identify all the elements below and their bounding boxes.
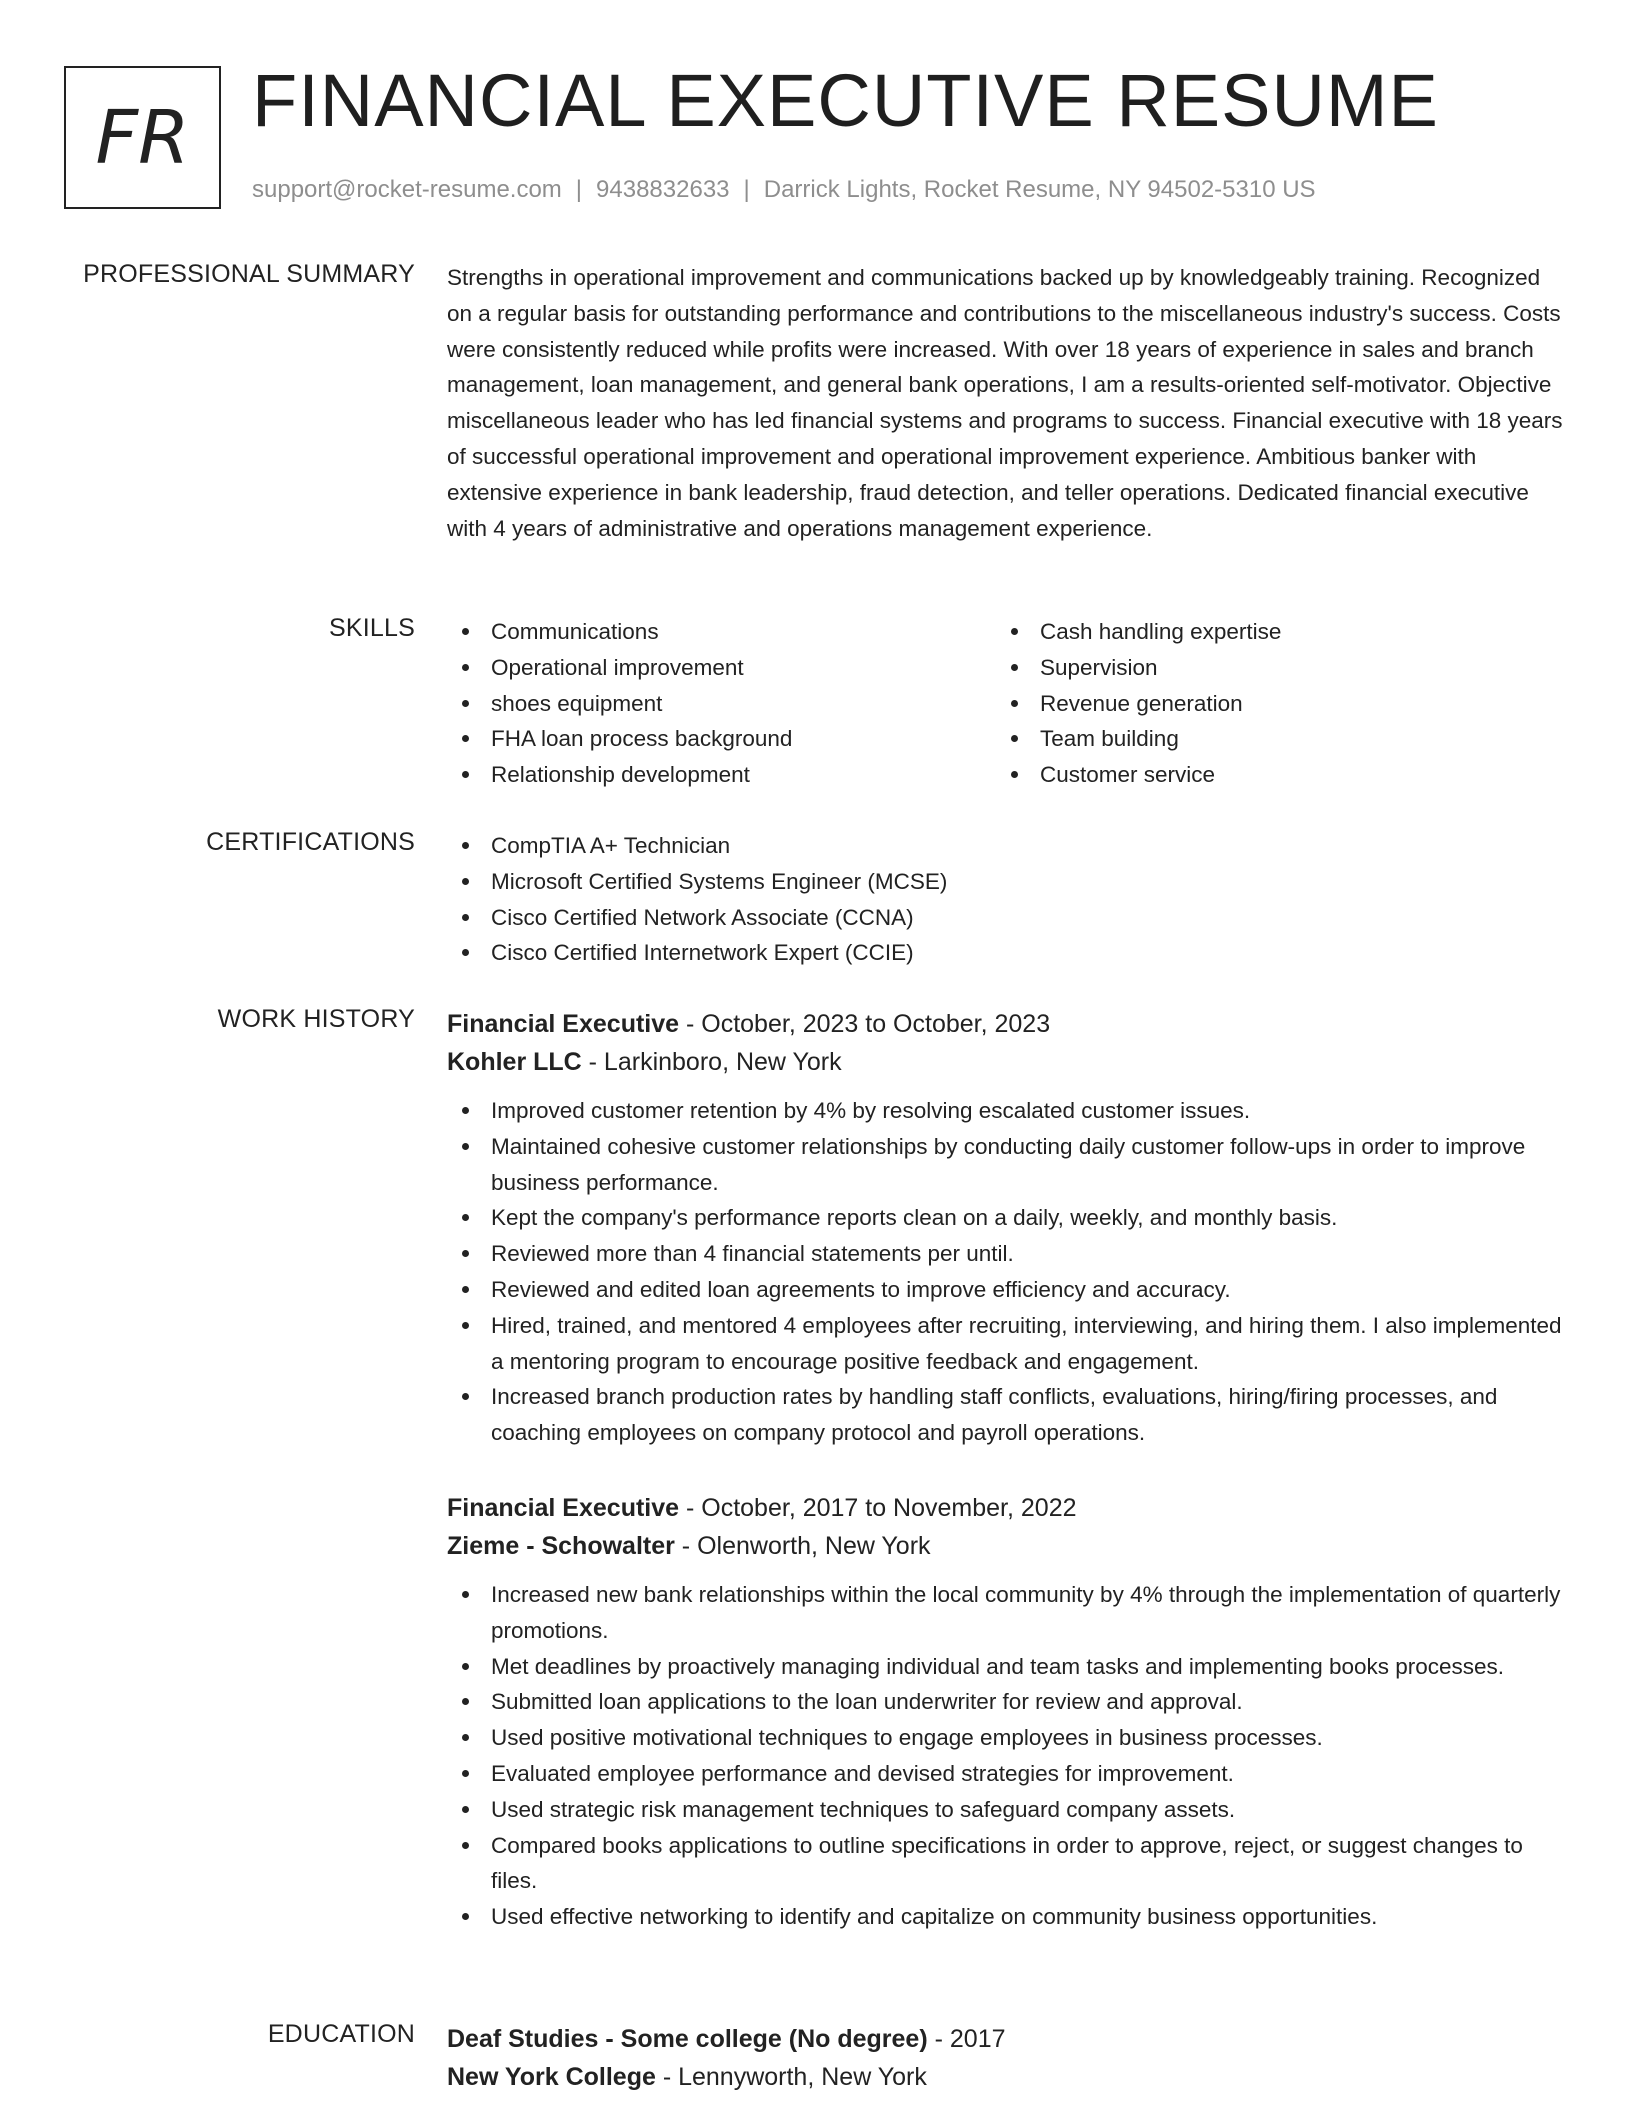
education-degree: Deaf Studies - Some college (No degree)	[447, 2025, 928, 2053]
job-bullet: Compared books applications to outline specifications in order to approve, reject, or suggest changes to files.	[447, 1828, 1569, 1900]
job-company: Kohler LLC	[447, 1048, 582, 1076]
job-bullet: Used strategic risk management techniques to safeguard company assets.	[447, 1792, 1569, 1828]
job-bullet: Evaluated employee performance and devised strategies for improvement.	[447, 1756, 1569, 1792]
job-bullet: Increased branch production rates by handling staff conflicts, evaluations, hiring/firing processes, and coaching employees on company protocol and payroll operations.	[447, 1379, 1569, 1451]
work-history-heading: WORK HISTORY	[217, 1005, 415, 1033]
job-bullet: Reviewed more than 4 financial statements per until.	[447, 1236, 1569, 1272]
skills-heading: SKILLS	[329, 614, 415, 642]
job-dates: - October, 2017 to November, 2022	[679, 1493, 1077, 1522]
skill-item: Communications	[447, 614, 996, 650]
job-company-line	[447, 1043, 1569, 1081]
job-location: - Larkinboro, New York	[581, 1048, 842, 1076]
certification-item: Cisco Certified Internetwork Expert (CCIE)	[447, 935, 1569, 971]
education-body	[447, 2020, 1569, 2096]
job-bullets	[447, 1577, 1569, 1935]
skill-item: shoes equipment	[447, 686, 996, 722]
job-bullet: Improved customer retention by 4% by resolving escalated customer issues.	[447, 1093, 1569, 1129]
monogram-logo: FR	[64, 66, 221, 209]
job-bullet: Increased new bank relationships within the local community by 4% through the implementation of quarterly promotions.	[447, 1577, 1569, 1649]
job-dates: - October, 2023 to October, 2023	[679, 1010, 1051, 1038]
skills-list-left	[447, 614, 996, 793]
job-bullet: Maintained cohesive customer relationships by conducting daily customer follow-ups in order to improve business performance.	[447, 1129, 1569, 1201]
job-title: Financial Executive	[447, 1493, 680, 1522]
skill-item: Relationship development	[447, 757, 996, 793]
skill-item: FHA loan process background	[447, 721, 996, 757]
job-entry	[447, 1005, 1569, 1451]
skill-item: Operational improvement	[447, 650, 996, 686]
contact-email[interactable]: support@rocket-resume.com	[252, 176, 562, 203]
contact-address: Darrick Lights, Rocket Resume, NY 94502-5310 US	[763, 176, 1316, 203]
job-bullet: Kept the company's performance reports clean on a daily, weekly, and monthly basis.	[447, 1200, 1569, 1236]
education-school: New York College	[447, 2063, 656, 2091]
certifications-heading: CERTIFICATIONS	[206, 828, 415, 856]
certifications-list	[447, 828, 1569, 971]
contact-line	[252, 176, 1316, 204]
skills-grid	[447, 614, 1569, 793]
contact-separator: |	[743, 176, 750, 203]
job-bullet: Reviewed and edited loan agreements to improve efficiency and accuracy.	[447, 1272, 1569, 1308]
education-heading: EDUCATION	[267, 2020, 415, 2048]
job-entry	[447, 1489, 1569, 1935]
job-company-line	[447, 1527, 1569, 1565]
job-bullet: Used positive motivational techniques to engage employees in business processes.	[447, 1720, 1569, 1756]
education-degree-line	[447, 2020, 1569, 2058]
skill-item: Cash handling expertise	[996, 614, 1545, 650]
skill-item: Customer service	[996, 757, 1545, 793]
certifications-body	[447, 828, 1569, 971]
skill-item: Team building	[996, 721, 1545, 757]
job-bullet: Hired, trained, and mentored 4 employees after recruiting, interviewing, and hiring them. I also implemented a mentoring program to encourage positive feedback and engagement.	[447, 1308, 1569, 1380]
job-location: - Olenworth, New York	[674, 1531, 931, 1560]
job-title: Financial Executive	[447, 1010, 680, 1038]
job-bullet: Submitted loan applications to the loan underwriter for review and approval.	[447, 1684, 1569, 1720]
job-bullets	[447, 1093, 1569, 1451]
job-title-line	[447, 1005, 1569, 1043]
resume-title: FINANCIAL EXECUTIVE RESUME	[252, 59, 1439, 142]
contact-phone[interactable]: 9438832633	[596, 176, 730, 203]
skill-item: Revenue generation	[996, 686, 1545, 722]
certification-item: CompTIA A+ Technician	[447, 828, 1569, 864]
contact-separator: |	[575, 176, 583, 203]
job-bullet: Met deadlines by proactively managing individual and team tasks and implementing books processes.	[447, 1649, 1569, 1685]
work-history-body	[447, 1005, 1569, 1935]
certification-item: Cisco Certified Network Associate (CCNA)	[447, 900, 1569, 936]
education-location: - Lennyworth, New York	[655, 2063, 927, 2091]
certification-item: Microsoft Certified Systems Engineer (MCSE)	[447, 864, 1569, 900]
job-company: Zieme - Schowalter	[447, 1531, 675, 1560]
education-school-line	[447, 2058, 1569, 2096]
education-year: - 2017	[927, 2025, 1006, 2053]
skill-item: Supervision	[996, 650, 1545, 686]
job-bullet: Used effective networking to identify and capitalize on community business opportunities.	[447, 1899, 1569, 1935]
skills-list-right	[996, 614, 1545, 793]
summary-heading: PROFESSIONAL SUMMARY	[83, 260, 415, 288]
job-title-line	[447, 1489, 1569, 1527]
summary-text: Strengths in operational improvement and communications backed up by knowledgeably training. Recognized on a regular basis for outstanding performance and contributions to the miscellaneous industry's success. Costs were consistently reduced while profits were increased. With over 18 years of experience in sales and branch management, loan management, and general bank operations, I am a results-oriented self-motivator. Objective miscellaneous leader who has led financial systems and programs to success. Financial executive with 18 years of successful operational improvement and operational improvement experience. Ambitious banker with extensive experience in bank leadership, fraud detection, and teller operations. Dedicated financial executive with 4 years of administrative and operations management experience.	[447, 265, 1563, 541]
summary-body	[447, 260, 1569, 546]
